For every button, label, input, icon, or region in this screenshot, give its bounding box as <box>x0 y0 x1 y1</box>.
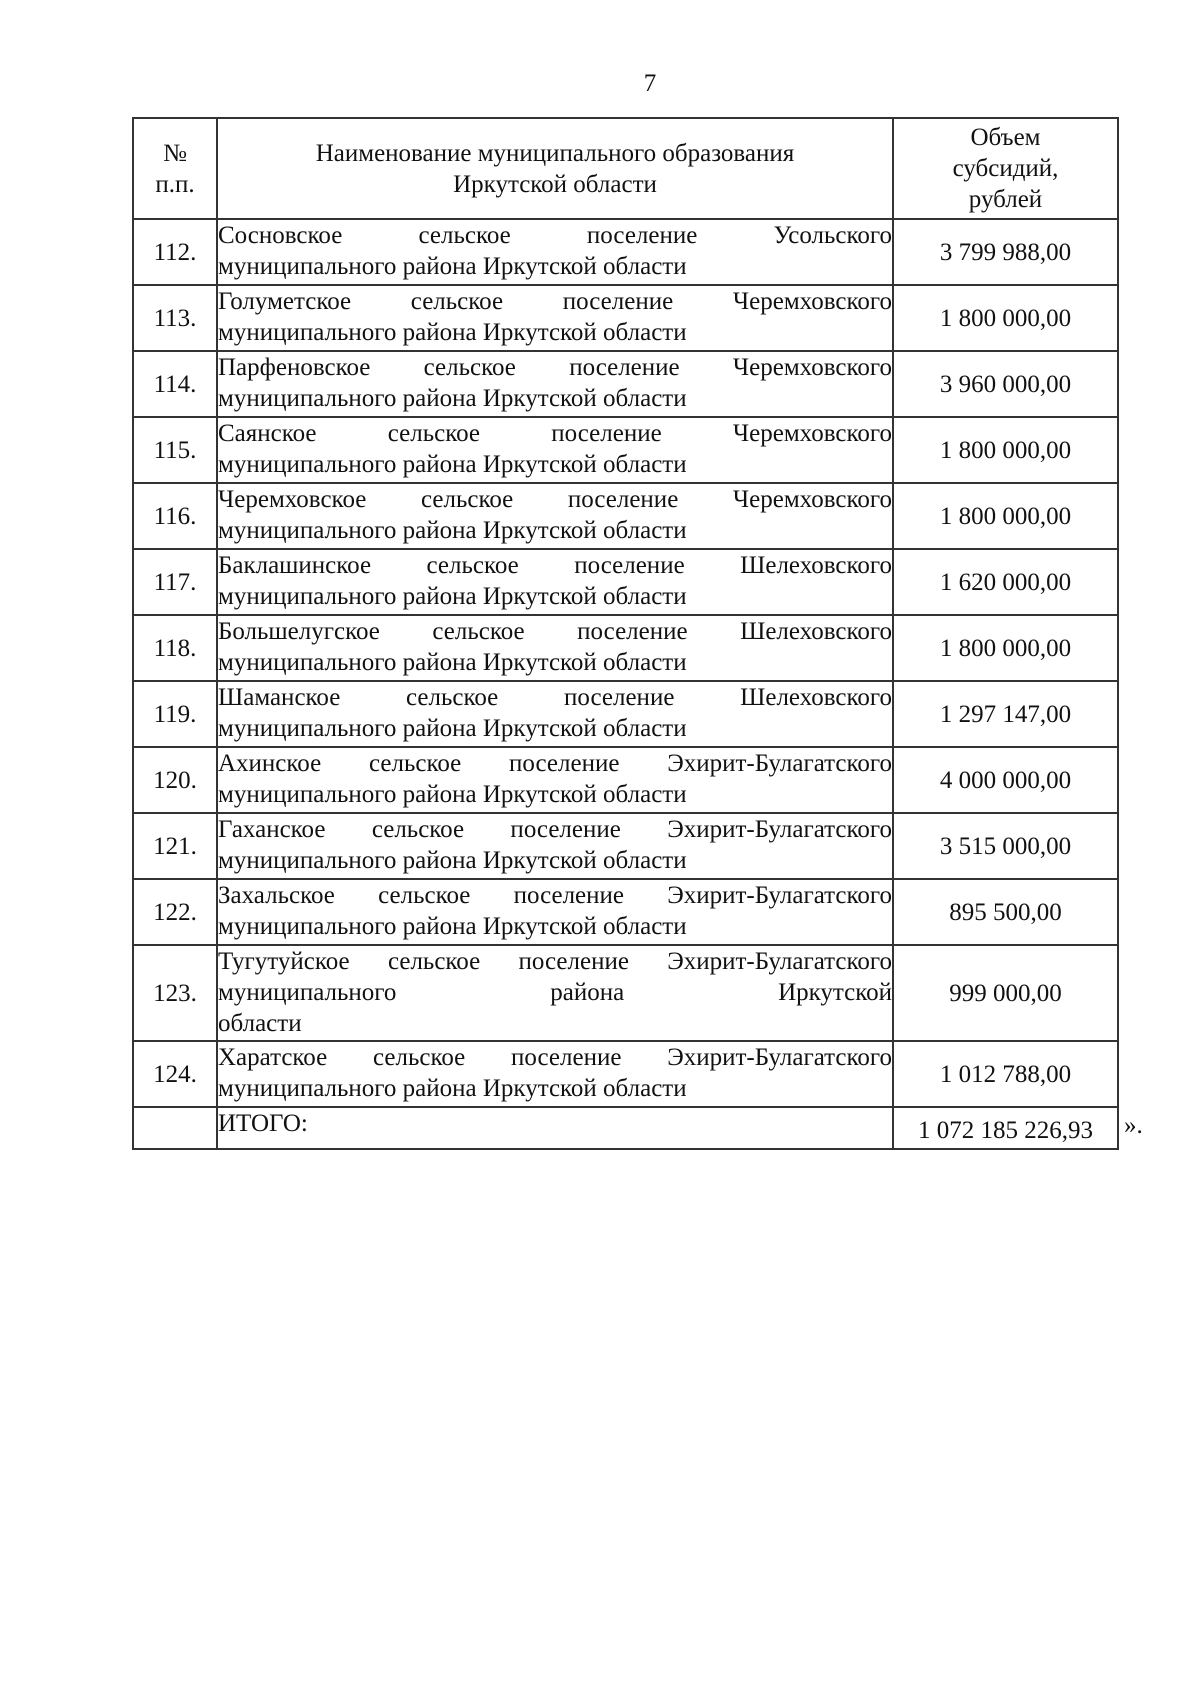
municipality-name <box>217 879 893 945</box>
subsidy-amount: 895 500,00 <box>893 879 1118 945</box>
subsidies-table <box>132 117 1119 1150</box>
table-row <box>133 285 1118 351</box>
municipality-name-line: Голуметское сельское поселение Черемховского <box>218 288 892 315</box>
subsidy-amount: 1 800 000,00 <box>893 483 1118 549</box>
subsidy-amount: 1 620 000,00 <box>893 549 1118 615</box>
municipality-name-line: Шаманское сельское поселение Шелеховского <box>218 684 892 711</box>
municipality-name-line: Баклашинское сельское поселение Шелеховского <box>218 552 892 579</box>
table-row <box>133 417 1118 483</box>
table-row <box>133 1041 1118 1107</box>
table-row <box>133 351 1118 417</box>
municipality-name-last-line: муниципального района Иркутской области <box>218 583 687 610</box>
municipality-name-last-line: муниципального района Иркутской области <box>218 385 687 412</box>
municipality-name-last-line: муниципального района Иркутской области <box>218 253 687 280</box>
municipality-name <box>217 945 893 1041</box>
municipality-name-last-line: муниципального района Иркутской области <box>218 451 687 478</box>
table-row <box>133 879 1118 945</box>
table-row <box>133 549 1118 615</box>
municipality-name <box>217 417 893 483</box>
municipality-name-last-line: муниципального района Иркутской области <box>218 649 687 676</box>
page-number: 7 <box>643 70 657 97</box>
table-row <box>133 615 1118 681</box>
row-number: 115. <box>133 417 217 483</box>
row-number: 114. <box>133 351 217 417</box>
table-row <box>133 681 1118 747</box>
header-number <box>133 118 217 219</box>
table-row <box>133 747 1118 813</box>
table-row <box>133 945 1118 1041</box>
municipality-name-line: Захальское сельское поселение Эхирит-Булагатского <box>218 882 892 909</box>
subsidy-amount: 3 960 000,00 <box>893 351 1118 417</box>
municipality-name-line: Сосновское сельское поселение Усольского <box>218 222 892 249</box>
total-amount: 1 072 185 226,93 <box>893 1107 1118 1149</box>
subsidy-amount: 4 000 000,00 <box>893 747 1118 813</box>
row-number: 116. <box>133 483 217 549</box>
municipality-name-line: Гаханское сельское поселение Эхирит-Булагатского <box>218 816 892 843</box>
subsidy-amount: 3 799 988,00 <box>893 219 1118 285</box>
table-row <box>133 813 1118 879</box>
municipality-name-line: Черемховское сельское поселение Черемховского <box>218 486 892 513</box>
table-row <box>133 219 1118 285</box>
municipality-name-last-line: муниципального района Иркутской области <box>218 1075 687 1102</box>
table-header-row <box>133 118 1118 219</box>
subsidy-amount: 1 297 147,00 <box>893 681 1118 747</box>
row-number: 122. <box>133 879 217 945</box>
closing-quote: ». <box>1124 1112 1143 1139</box>
municipality-name-line: Парфеновское сельское поселение Черемховского <box>218 354 892 381</box>
municipality-name <box>217 219 893 285</box>
municipality-name-last-line: области <box>218 1010 302 1037</box>
municipality-name <box>217 351 893 417</box>
municipality-name-line: Большелугское сельское поселение Шелеховского <box>218 618 892 645</box>
municipality-name <box>217 483 893 549</box>
municipality-name-line: Тугутуйское сельское поселение Эхирит-Булагатского муниципального района Иркутской <box>218 948 892 1006</box>
total-row <box>133 1107 1118 1149</box>
municipality-name-last-line: муниципального района Иркутской области <box>218 913 687 940</box>
municipality-name-last-line: муниципального района Иркутской области <box>218 847 687 874</box>
municipality-name <box>217 285 893 351</box>
header-amount-label: Объем субсидий, рублей <box>952 124 1059 213</box>
municipality-name-line: Саянское сельское поселение Черемховского <box>218 420 892 447</box>
total-number-cell <box>133 1107 217 1149</box>
total-label: ИТОГО: <box>217 1107 893 1149</box>
subsidy-amount: 1 800 000,00 <box>893 615 1118 681</box>
municipality-name-last-line: муниципального района Иркутской области <box>218 517 687 544</box>
row-number: 119. <box>133 681 217 747</box>
municipality-name <box>217 1041 893 1107</box>
subsidy-amount: 1 800 000,00 <box>893 285 1118 351</box>
header-name <box>217 118 893 219</box>
row-number: 121. <box>133 813 217 879</box>
municipality-name <box>217 615 893 681</box>
header-amount <box>893 118 1118 219</box>
municipality-name <box>217 549 893 615</box>
row-number: 124. <box>133 1041 217 1107</box>
subsidy-amount: 3 515 000,00 <box>893 813 1118 879</box>
row-number: 112. <box>133 219 217 285</box>
subsidy-amount: 1 800 000,00 <box>893 417 1118 483</box>
municipality-name <box>217 813 893 879</box>
municipality-name-last-line: муниципального района Иркутской области <box>218 319 687 346</box>
municipality-name <box>217 681 893 747</box>
row-number: 118. <box>133 615 217 681</box>
municipality-name <box>217 747 893 813</box>
row-number: 123. <box>133 945 217 1041</box>
municipality-name-last-line: муниципального района Иркутской области <box>218 781 687 808</box>
table-body <box>133 219 1118 1149</box>
subsidy-amount: 1 012 788,00 <box>893 1041 1118 1107</box>
row-number: 120. <box>133 747 217 813</box>
municipality-name-last-line: муниципального района Иркутской области <box>218 715 687 742</box>
header-number-label: № п.п. <box>155 139 195 198</box>
row-number: 117. <box>133 549 217 615</box>
table-row <box>133 483 1118 549</box>
header-name-label: Наименование муниципального образования Иркутской области <box>315 139 795 198</box>
subsidy-amount: 999 000,00 <box>893 945 1118 1041</box>
municipality-name-line: Харатское сельское поселение Эхирит-Булагатского <box>218 1044 892 1071</box>
municipality-name-line: Ахинское сельское поселение Эхирит-Булагатского <box>218 750 892 777</box>
row-number: 113. <box>133 285 217 351</box>
